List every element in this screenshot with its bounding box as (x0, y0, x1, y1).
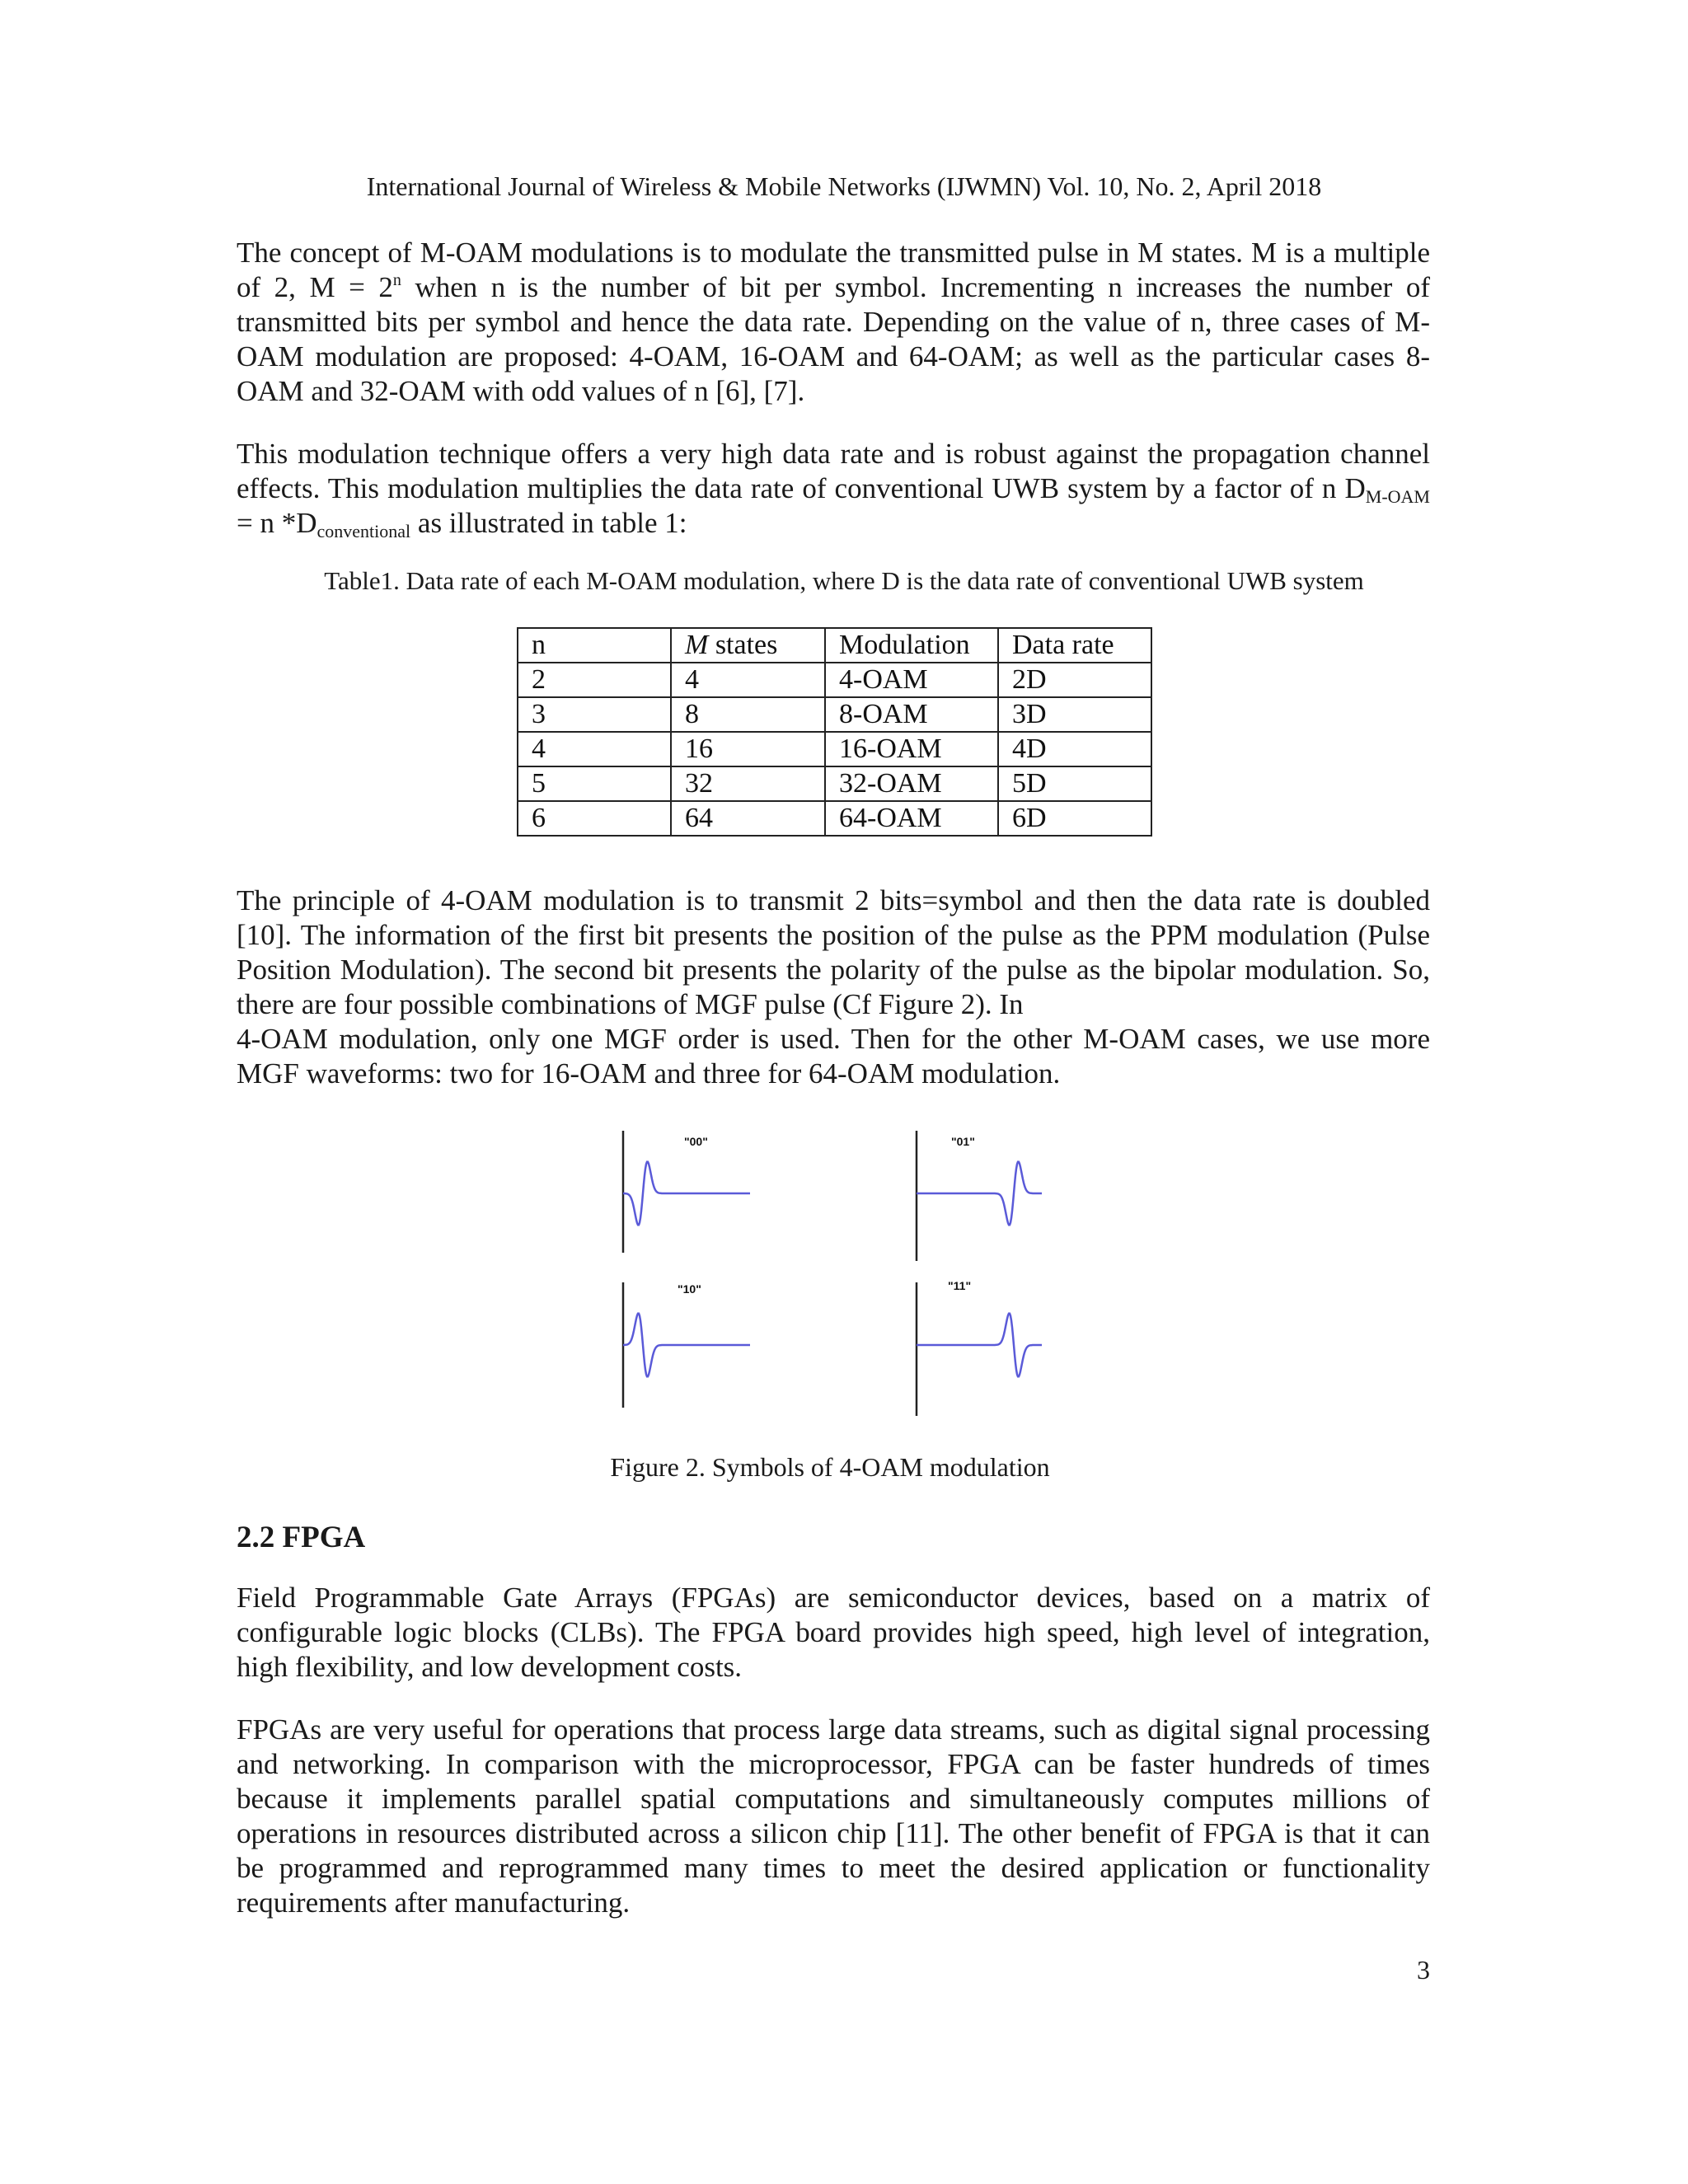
table-cell: 3 (518, 697, 671, 732)
symbol-00-panel (623, 1131, 750, 1253)
table-cell: 32-OAM (825, 766, 998, 801)
table-cell: 8 (671, 697, 825, 732)
table-cell: 4 (671, 663, 825, 697)
table-cell: 8-OAM (825, 697, 998, 732)
table-cell: 2D (998, 663, 1151, 697)
table-cell: 16-OAM (825, 732, 998, 766)
table-row (518, 732, 1151, 766)
symbol-waveform (623, 1162, 750, 1226)
paragraph-fpga-benefits (237, 1713, 1430, 1920)
header-modulation: Modulation (825, 628, 998, 663)
text-run: 4-OAM modulation, only one MGF order is used. Then for the other M-OAM cases, we use more MGF waveforms: two for 16-OAM and three for 64-OAM modulation. (237, 1023, 1430, 1090)
symbol-01-panel (917, 1131, 1042, 1261)
table-cell: 2 (518, 663, 671, 697)
header-m-states (671, 628, 825, 663)
text-run: This modulation technique offers a very high data rate and is robust against the propagation channel effects. This modulation multiplies the data rate of conventional UWB system by a factor of n D (237, 438, 1430, 504)
page-number: 3 (1417, 1955, 1430, 1985)
header-m-rest: states (708, 630, 778, 660)
table-cell: 3D (998, 697, 1151, 732)
symbol-waveform (917, 1314, 1042, 1377)
symbol-waveform (917, 1162, 1042, 1226)
section-title: 2.2 FPGA (237, 1521, 366, 1554)
table-cell: 6D (998, 801, 1151, 836)
table-cell: 64-OAM (825, 801, 998, 836)
table-header-row (518, 628, 1151, 663)
table-row (518, 766, 1151, 801)
symbols-4oam-figure (610, 1121, 1055, 1434)
table-row (518, 663, 1151, 697)
table-cell: 6 (518, 801, 671, 836)
text-run: The concept of M-OAM modulations is to modulate the transmitted pulse in M states. M is a multiple of 2, M = 2 (237, 237, 1430, 303)
header-n: n (518, 628, 671, 663)
symbol-10-panel (623, 1282, 750, 1408)
text-run: = n *D (237, 507, 317, 539)
symbol-waveform (623, 1314, 750, 1377)
header-data-rate: Data rate (998, 628, 1151, 663)
superscript: n (392, 271, 401, 289)
paragraph-moam-concept (237, 236, 1430, 409)
table-cell: 4D (998, 732, 1151, 766)
symbol-11-panel (917, 1279, 1042, 1416)
text-run: when n is the number of bit per symbol. Incrementing n increases the number of transmitted bits per symbol and hence the data rate. Depending on the value of n, three cases of M-OAM modulation are proposed: 4-OAM, 16-OAM and 64-OAM; as well as the particular cases 8-OAM and 32-OAM with odd values of n [6], [7]. (237, 271, 1431, 407)
table-cell: 64 (671, 801, 825, 836)
subscript: M-OAM (1365, 486, 1430, 507)
paragraph-data-rate (237, 437, 1430, 541)
symbol-label: "01" (951, 1135, 975, 1148)
table-row (518, 697, 1151, 732)
table-row (518, 801, 1151, 836)
table-cell: 32 (671, 766, 825, 801)
text-run: Field Programmable Gate Arrays (FPGAs) are semiconductor devices, based on a matrix of configurable logic blocks (CLBs). The FPGA board provides high speed, high level of integration, high flexibility, and low development costs. (237, 1582, 1430, 1683)
text-run: FPGAs are very useful for operations that process large data streams, such as digital signal processing and networking. In comparison with the microprocessor, FPGA can be faster hundreds of times because it implements parallel spatial computations and simultaneously computes millions of operations in resources distributed across a silicon chip [11]. The other benefit of FPGA is that it can be programmed and reprogrammed many times to meet the desired application or functionality requirements after manufacturing. (237, 1713, 1430, 1919)
text-run: as illustrated in table 1: (410, 507, 687, 539)
table-caption: Table1. Data rate of each M-OAM modulation, where D is the data rate of conventional UWB system (324, 566, 1364, 595)
table-cell: 16 (671, 732, 825, 766)
data-rate-table (517, 627, 1152, 837)
symbol-label: "00" (684, 1135, 708, 1148)
table-cell: 5 (518, 766, 671, 801)
header-m-italic: M (685, 630, 709, 660)
table-cell: 4-OAM (825, 663, 998, 697)
subscript: conventional (316, 521, 411, 541)
paragraph-fpga-intro (237, 1581, 1430, 1685)
symbol-label: "10" (678, 1282, 701, 1296)
text-run: The principle of 4-OAM modulation is to transmit 2 bits=symbol and then the data rate is doubled [10]. The information of the first bit presents the position of the pulse as the PPM modulation (Pulse Position Modulation). The second bit presents the polarity of the pulse as the bipolar modulation. So, there are four possible combinations of MGF pulse (Cf Figure 2). In (237, 884, 1430, 1020)
paragraph-4oam-principle (237, 883, 1430, 1091)
figure-caption: Figure 2. Symbols of 4-OAM modulation (610, 1452, 1050, 1482)
running-header: International Journal of Wireless & Mobile Networks (IJWMN) Vol. 10, No. 2, April 2018 (366, 171, 1322, 201)
table-cell: 4 (518, 732, 671, 766)
table-cell: 5D (998, 766, 1151, 801)
symbol-label: "11" (948, 1279, 972, 1292)
